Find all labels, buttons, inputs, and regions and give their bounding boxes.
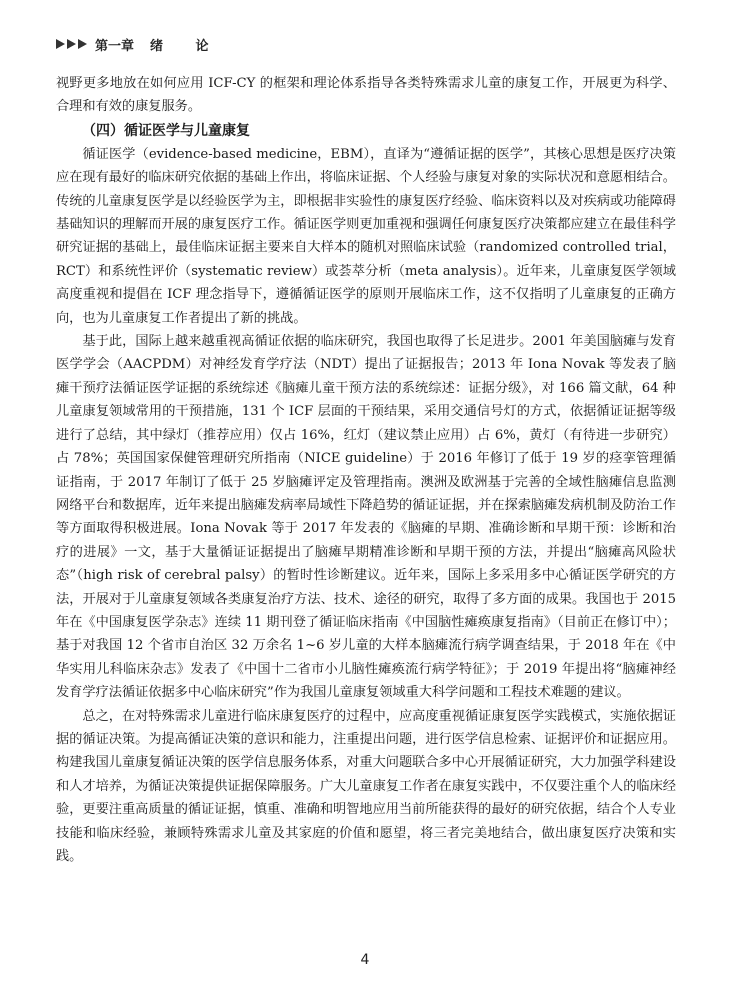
paragraph-ebm-definition: 循证医学（evidence-based medicine，EBM），直译为“遵循证据的医学”，其核心思想是医疗决策应在现有最好的临床研究依据的基础上作出，将临床证据、个人经验与康复对象的实际状况和意愿相结合。传统的儿童康复医学是以经验医学为主，即根据非实验性的康复医疗经验、临床资料以及对疾病或功能障碍基础知识的理解而开展的康复医疗工作。循证医学则更加重视和强调任何康复医疗决策都应建立在最佳科学研究证据的基础上，最佳临床证据主要来自大样本的随机对照临床试验（randomized controlled trial，RCT）和系统性评价（systematic review）或荟萃分析（meta analysis）。近年来，儿童康复医学领域高度重视和提倡在 ICF 理念指导下，遵循循证医学的原则开展临床工作，这不仅指明了儿童康复的正确方向，也为儿童康复工作者提出了新的挑战。 — [56, 146, 676, 326]
page-number: 4 — [360, 952, 370, 968]
chapter-label: 第一章 — [95, 38, 135, 54]
triangle-marks-icon — [56, 39, 87, 49]
paragraph-summary: 总之，在对特殊需求儿童进行临床康复医疗的过程中，应高度重视循证康复医学实践模式，实施依据证据的循证决策。为提高循证决策的意识和能力，注重提出问题，进行医学信息检索、证据评价和证据应用。构建我国儿童康复循证决策的医学信息服务体系，对重大问题联合多中心开展循证研究，大力加强学科建设和人才培养，为循证决策提供证据保障服务。广大儿童康复工作者在康复实践中，不仅要注重个人的临床经验，更要注重高质量的循证证据，慎重、准确和明智地应用当前所能获得的最好的研究依据，结合个人专业技能和临床经验，兼顾特殊需求儿童及其家庭的价值和愿望，将三者完美地结合，做出康复医疗决策和实践。 — [56, 708, 676, 864]
running-header — [56, 33, 223, 55]
paragraph-research-progress: 基于此，国际上越来越重视高循证依据的临床研究，我国也取得了长足进步。2001 年美国脑瘫与发育医学学会（AACPDM）对神经发育学疗法（NDT）提出了证据报告；2013 年 Iona Novak 等发表了脑瘫干预疗法循证医学证据的系统综述《脑瘫儿童干预方法的系统综述：证据分级》，对 166 篇文献，64 种儿童康复领域常用的干预措施，131 个 ICF 层面的干预结果，采用交通信号灯的方式，依据循证证据等级进行了总结，其中绿灯（推荐应用）仅占 16%，红灯（建议禁止应用）占 6%，黄灯（有待进一步研究）占 78%；英国国家保健管理研究所指南（NICE guideline）于 2016 年修订了低于 19 岁的痉挛管理循证指南，于 2017 年制订了低于 25 岁脑瘫评定及管理指南。澳洲及欧洲基于完善的全域性脑瘫信息监测网络平台和数据库，近年来提出脑瘫发病率局域性下降趋势的循证证据，并在探索脑瘫发病机制及防治工作等方面取得积极进展。Iona Novak 等于 2017 年发表的《脑瘫的早期、准确诊断和早期干预：诊断和治疗的进展》一文，基于大量循证证据提出了脑瘫早期精准诊断和早期干预的方法，并提出“脑瘫高风险状态”（high risk of cerebral palsy）的暂时性诊断建议。近年来，国际上多采用多中心循证医学研究的方法，开展对于儿童康复领域各类康复治疗方法、技术、途径的研究，取得了多方面的成果。我国也于 2015 年在《中国康复医学杂志》连续 11 期刊登了循证临床指南《中国脑性瘫痪康复指南》（目前正在修订中）；基于对我国 12 个省市自治区 32 万余名 1~6 岁儿童的大样本脑瘫流行病学调查结果，于 2018 年在《中华实用儿科临床杂志》发表了《中国十二省市小儿脑性瘫痪流行病学特征》；于 2019 年提出将“脑瘫神经发育学疗法循证依据多中心临床研究”作为我国儿童康复领域重大科学问题和工程技术难题的建议。 — [56, 334, 676, 701]
chapter-title: 绪 论 — [150, 38, 223, 54]
section-heading: （四）循证医学与儿童康复 — [82, 122, 250, 139]
paragraph-continuation: 视野更多地放在如何应用 ICF-CY 的框架和理论体系指导各类特殊需求儿童的康复工作，开展更为科学、合理和有效的康复服务。 — [56, 76, 676, 115]
page-body — [56, 72, 676, 868]
